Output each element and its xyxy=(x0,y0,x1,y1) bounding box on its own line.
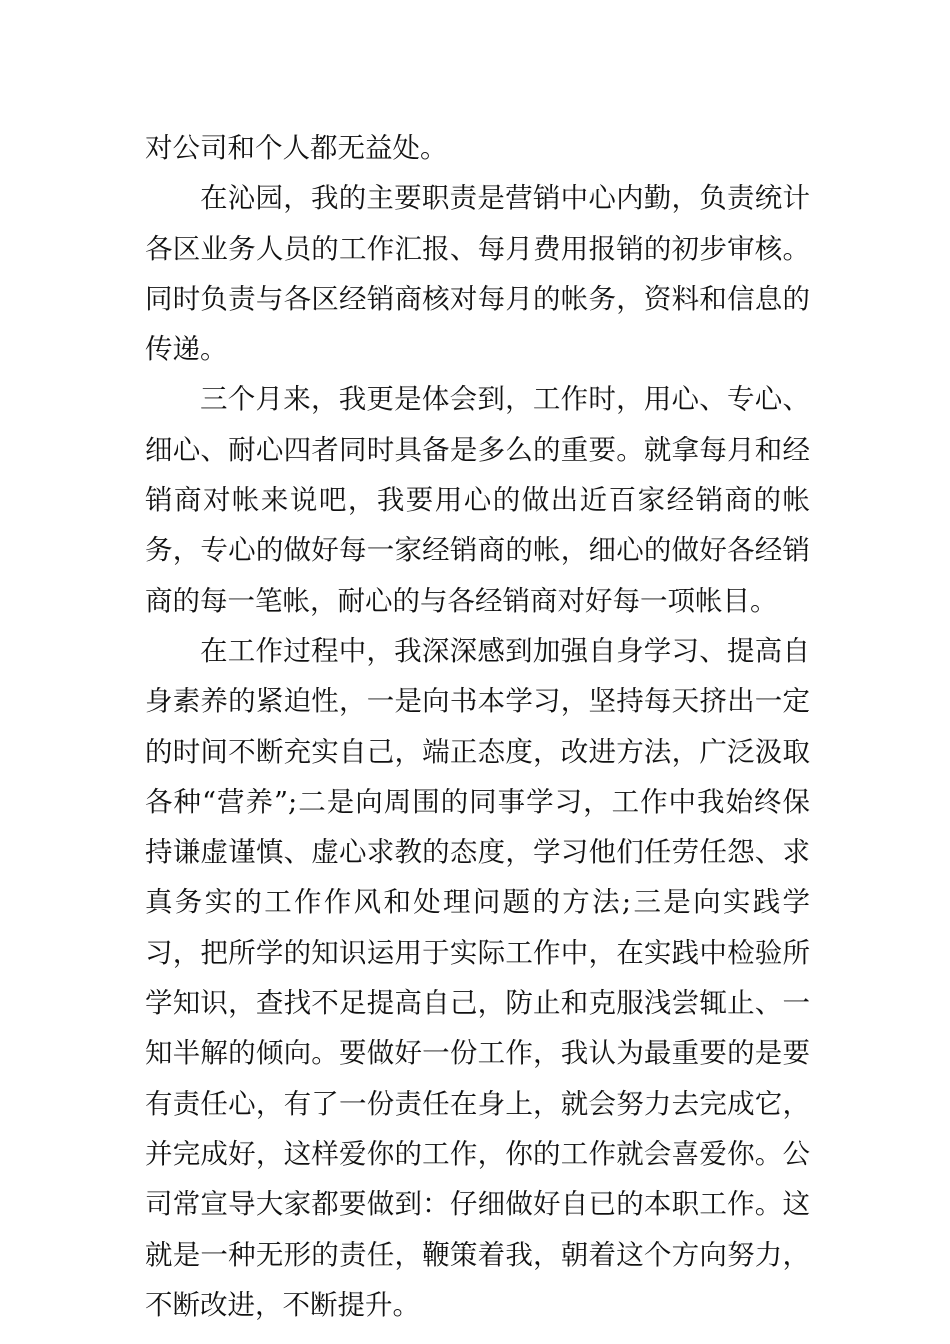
paragraph-1: 对公司和个人都无益处。 xyxy=(145,132,448,164)
paragraph-4: 在工作过程中，我深深感到加强自身学习、提高自身素养的紧迫性，一是向书本学习，坚持每天挤出一定的时间不断充实自己，端正态度，改进方法，广泛汲取各种“营养”;二是向周围的同事学习，工作中我始终保持谦虚谨慎、虚心求教的态度，学习他们任劳任怨、求真务实的工作作风和处理问题的方法;三是向实践学习，把所学的知识运用于实际工作中，在实践中检验所学知识，查找不足提高自己，防止和克服浅尝辄止、一知半解的倾向。要做好一份工作，我认为最重要的是要有责任心，有了一份责任在身上，就会努力去完成它，并完成好，这样爱你的工作，你的工作就会喜爱你。公司常宣导大家都要做到：仔细做好自已的本职工作。这就是一种无形的责任，鞭策着我，朝着这个方向努力，不断改进，不断提升。 xyxy=(145,634,810,1321)
paragraph-2: 在沁园，我的主要职责是营销中心内勤，负责统计各区业务人员的工作汇报、每月费用报销的初步审核。同时负责与各区经销商核对每月的帐务，资料和信息的传递。 xyxy=(145,182,810,366)
paragraph-3: 三个月来，我更是体会到，工作时，用心、专心、细心、耐心四者同时具备是多么的重要。就拿每月和经销商对帐来说吧，我要用心的做出近百家经销商的帐务，专心的做好每一家经销商的帐，细心的做好各经销商的每一笔帐，耐心的与各经销商对好每一项帐目。 xyxy=(145,383,810,617)
document-page xyxy=(145,123,810,1330)
